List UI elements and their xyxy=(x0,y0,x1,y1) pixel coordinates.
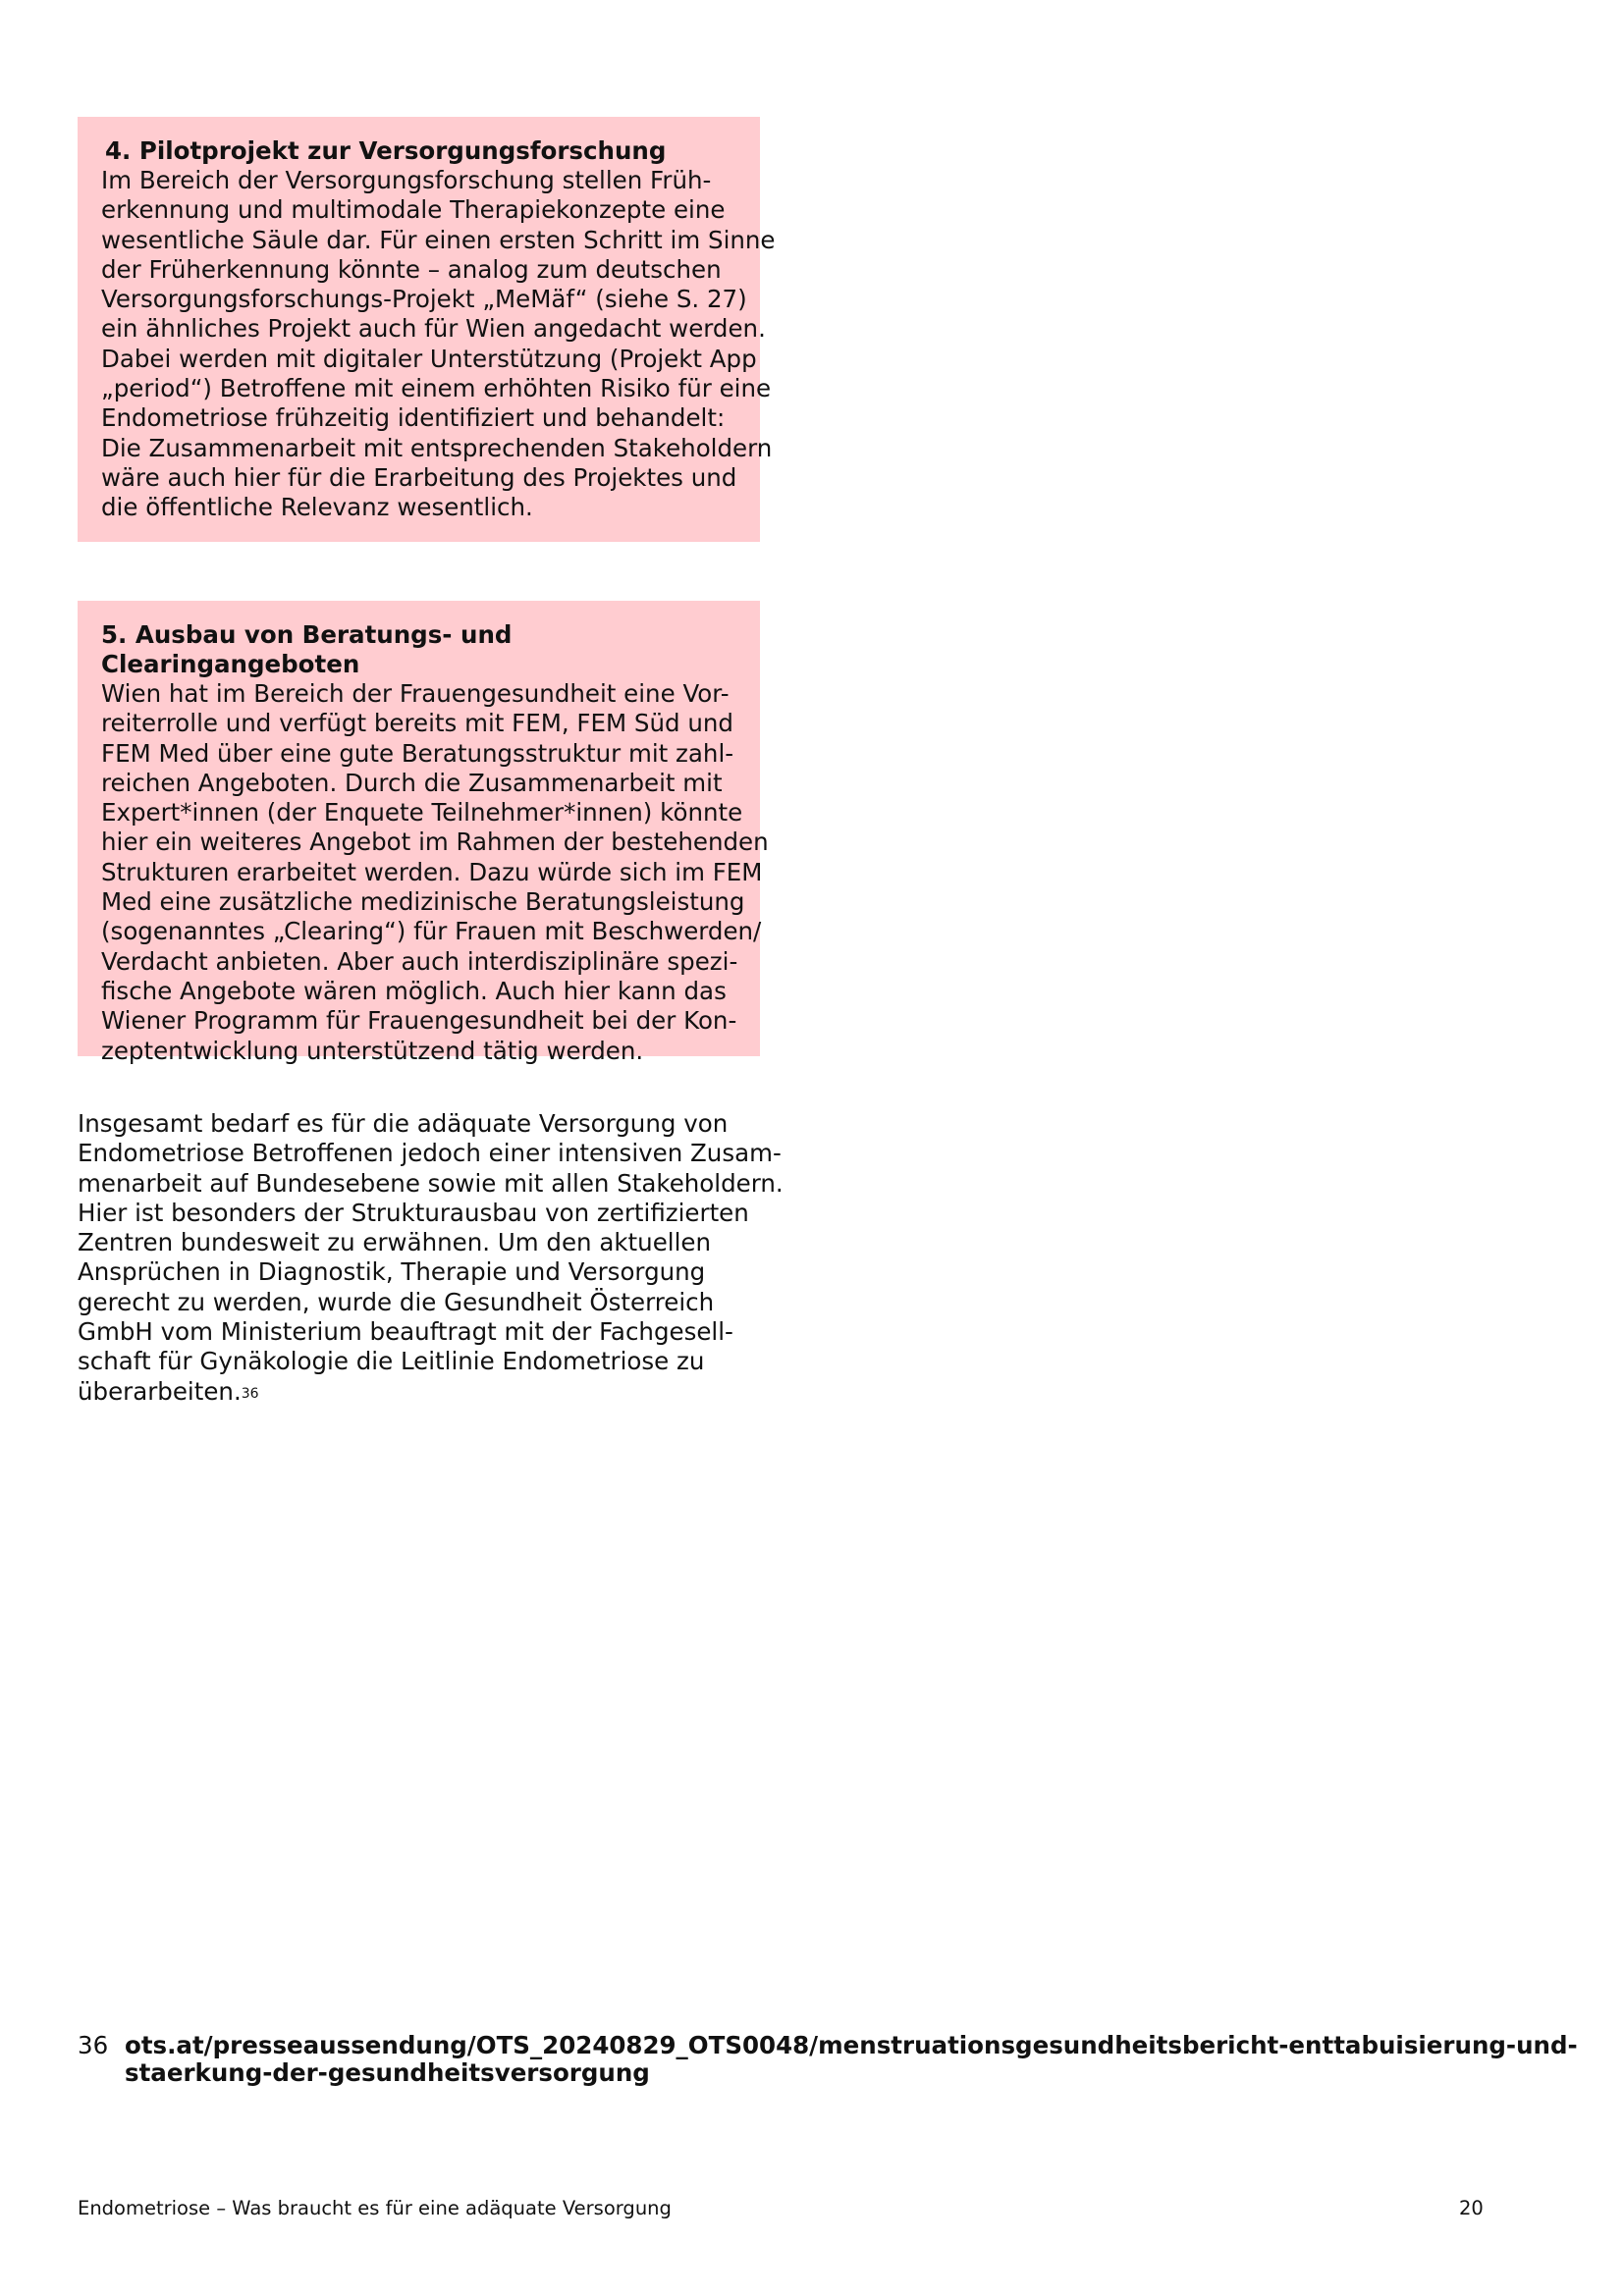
box-text-line: wäre auch hier für die Erarbeitung des Projektes und xyxy=(101,462,737,492)
box-text-line: Strukturen erarbeitet werden. Dazu würde sich im FEM xyxy=(101,857,763,886)
footnote-link-line[interactable]: ots.at/presseaussendung/OTS_20240829_OTS0048/menstruationsgesundheitsbericht-enttabuisierung-und- xyxy=(125,2031,1578,2059)
paragraph-line: Zentren bundesweit zu erwähnen. Um den aktuellen xyxy=(78,1228,711,1257)
box-text-line: der Früherkennung könnte – analog zum deutschen xyxy=(101,254,722,284)
footnote-reference[interactable]: 36 xyxy=(241,1385,259,1402)
box-text-line: Wiener Programm für Frauengesundheit bei der Kon- xyxy=(101,1006,737,1036)
paragraph-line: gerecht zu werden, wurde die Gesundheit Österreich xyxy=(78,1287,715,1316)
box-text-line: Med eine zusätzliche medizinische Beratungsleistung xyxy=(101,887,745,917)
box-text-line: reiterrolle und verfügt bereits mit FEM, FEM Süd und xyxy=(101,709,733,738)
box-text-line: Wien hat im Bereich der Frauengesundheit eine Vor- xyxy=(101,679,730,708)
box-text-line: Endometriose frühzeitig identifiziert und behandelt: xyxy=(101,403,726,433)
footer-document-title: Endometriose – Was braucht es für eine adäquate Versorgung xyxy=(78,2197,672,2219)
footnote-link[interactable] xyxy=(125,2032,1578,2087)
paragraph-line-last xyxy=(78,1377,785,1407)
paragraph-line: Endometriose Betroffenen jedoch einer intensiven Zusam- xyxy=(78,1139,782,1168)
box-text-line: Versorgungsforschungs-Projekt „MeMäf“ (siehe S. 27) xyxy=(101,285,747,314)
footer-page-number: 20 xyxy=(1459,2197,1484,2219)
box-text-line: reichen Angeboten. Durch die Zusammenarbeit mit xyxy=(101,768,723,797)
paragraph-line: GmbH vom Ministerium beauftragt mit der Fachgesell- xyxy=(78,1317,733,1347)
box-text-line: hier ein weiteres Angebot im Rahmen der bestehenden xyxy=(101,828,769,857)
box-title: 5. Ausbau von Beratungs- und Clearingangeboten xyxy=(101,620,513,678)
paragraph-line: menarbeit auf Bundesebene sowie mit allen Stakeholdern. xyxy=(78,1168,784,1198)
body-paragraph xyxy=(78,1109,785,1407)
box-text-line: FEM Med über eine gute Beratungsstruktur mit zahl- xyxy=(101,738,734,768)
box-text-line: zeptentwicklung unterstützend tätig werden. xyxy=(101,1036,644,1065)
paragraph-line: Insgesamt bedarf es für die adäquate Versorgung von xyxy=(78,1109,729,1138)
box-text-line: Expert*innen (der Enquete Teilnehmer*innen) könnte xyxy=(101,798,743,828)
footnote-link-line[interactable]: staerkung-der-gesundheitsversorgung xyxy=(125,2058,650,2087)
paragraph-line: Ansprüchen in Diagnostik, Therapie und Versorgung xyxy=(78,1257,706,1287)
box-text-line: Dabei werden mit digitaler Unterstützung (Projekt App xyxy=(101,344,757,373)
box-text-line: erkennung und multimodale Therapiekonzepte eine xyxy=(101,195,726,225)
paragraph-line: schaft für Gynäkologie die Leitlinie Endometriose zu xyxy=(78,1347,705,1376)
info-box-counseling-clearing xyxy=(78,601,769,1065)
box-text-line: Im Bereich der Versorgungsforschung stellen Früh- xyxy=(101,166,712,194)
box-text-line: (sogenanntes „Clearing“) für Frauen mit Beschwerden/ xyxy=(101,917,762,946)
box-text-line: Verdacht anbieten. Aber auch interdisziplinäre spezi- xyxy=(101,946,738,976)
footnote-number: 36 xyxy=(78,2031,109,2059)
box-text-line: die öffentliche Relevanz wesentlich. xyxy=(101,493,533,522)
box-text-line: „period“) Betroffene mit einem erhöhten Risiko für eine xyxy=(101,374,772,403)
box-text-line: wesentliche Säule dar. Für einen ersten Schritt im Sinne xyxy=(101,225,776,254)
paragraph-line-text: überarbeiten. xyxy=(78,1376,242,1406)
box-text-line: fische Angebote wären möglich. Auch hier kann das xyxy=(101,976,727,1005)
paragraph-line: Hier ist besonders der Strukturausbau von zertifizierten xyxy=(78,1198,749,1227)
box-title: 4. Pilotprojekt zur Versorgungsforschung xyxy=(105,136,667,165)
box-text-line: Die Zusammenarbeit mit entsprechenden Stakeholdern xyxy=(101,433,773,462)
info-box-pilot-project xyxy=(78,117,776,542)
box-text-line: ein ähnliches Projekt auch für Wien angedacht werden. xyxy=(101,314,766,344)
